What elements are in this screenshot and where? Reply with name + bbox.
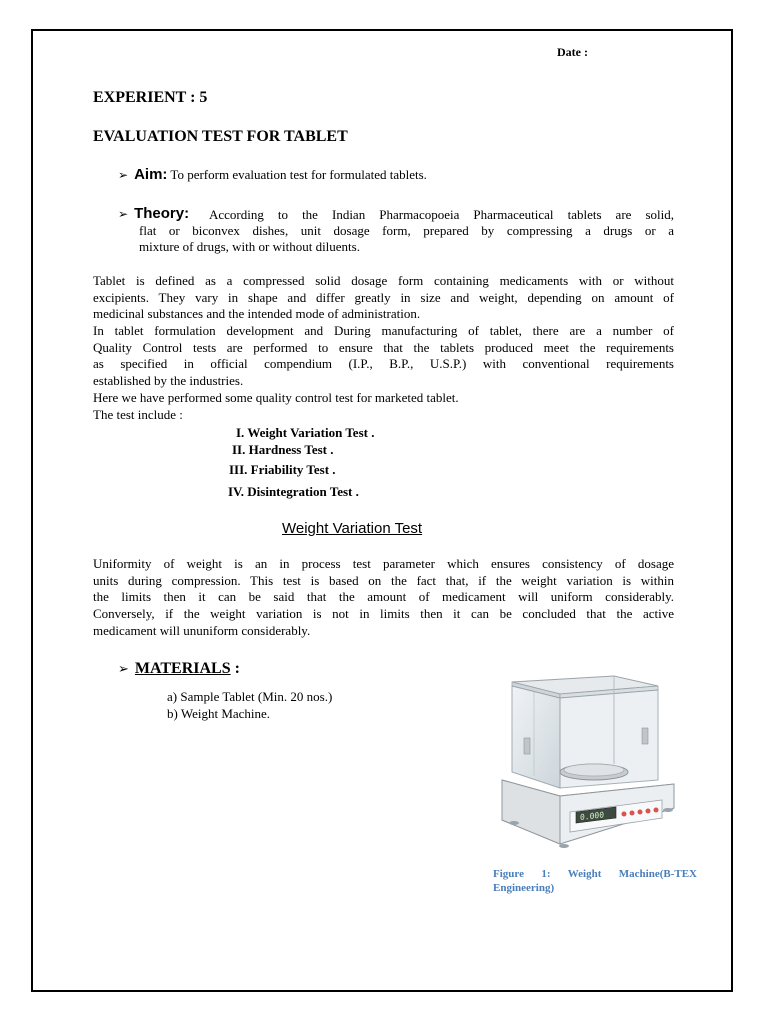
test-item-disintegration: IV. Disintegration Test . — [228, 484, 359, 499]
intro-line: Quality Control tests are performed to ensure that the tablets produced meet the requirements — [93, 339, 674, 355]
aim-section — [118, 166, 427, 183]
intro-line: as specified in official compendium (I.P., B.P., U.S.P.) with conventional requirements — [93, 356, 674, 372]
material-item-machine: b) Weight Machine. — [167, 706, 271, 721]
wv-line: medicament will ununiform considerably. — [93, 622, 311, 638]
theory-line-3: mixture of drugs, with or without diluents. — [139, 239, 360, 254]
test-item-hardness: II. Hardness Test . — [232, 442, 334, 457]
materials-label: MATERIALS — [134, 660, 231, 677]
arrow-bullet-icon: ➢ — [118, 662, 129, 677]
wv-line: Uniformity of weight is an in process test parameter which ensures consistency of dosage — [93, 556, 674, 571]
intro-line: excipients. They vary in shape and differ greatly in size and weight, depending on amount of — [93, 289, 674, 305]
theory-line-1: According to the Indian Pharmacopoeia Pharmaceutical tablets are solid, — [209, 207, 674, 222]
intro-line: established by the industries. — [93, 373, 244, 389]
weight-variation-heading: Weight Variation Test — [282, 520, 423, 537]
figure-caption — [493, 867, 697, 895]
figure-caption-line-1: Figure 1: Weight Machine(B-TEX — [493, 868, 697, 880]
aim-label: Aim: — [134, 166, 168, 183]
experiment-title: EVALUATION TEST FOR TABLET — [93, 128, 348, 145]
intro-line: Here we have performed some quality control test for marketed tablet. — [93, 389, 459, 405]
wv-line: Conversely, if the weight variation is not in limits then it can be concluded that the active — [93, 606, 674, 622]
theory-heading — [118, 205, 189, 222]
material-item-tablet: a) Sample Tablet (Min. 20 nos.) — [167, 689, 333, 704]
aim-text: To perform evaluation test for formulated tablets. — [170, 167, 427, 182]
balance-display-reading: 0.000 — [580, 810, 605, 822]
materials-colon: : — [234, 660, 240, 677]
materials-heading — [118, 660, 240, 678]
weight-machine-image — [494, 668, 686, 860]
figure-caption-line-2: Engineering) — [493, 882, 555, 894]
intro-line: Tablet is defined as a compressed solid dosage form containing medicaments with or without — [93, 273, 674, 288]
intro-line: medicinal substances and the intended mode of administration. — [93, 306, 421, 322]
theory-line-2: flat or biconvex dishes, unit dosage form, prepared by compressing a drugs or a — [139, 223, 674, 238]
weight-variation-paragraph — [93, 556, 674, 639]
arrow-bullet-icon: ➢ — [118, 168, 129, 182]
intro-line: In tablet formulation development and During manufacturing of tablet, there are a number of — [93, 323, 674, 339]
test-item-weight-variation: I. Weight Variation Test . — [236, 425, 375, 440]
intro-paragraph — [93, 273, 674, 423]
theory-label: Theory: — [134, 205, 190, 222]
date-label: Date : — [557, 45, 588, 59]
test-item-friability: III. Friability Test . — [229, 462, 336, 477]
arrow-bullet-icon: ➢ — [118, 207, 129, 221]
experiment-number: EXPERIENT : 5 — [93, 89, 208, 106]
analytical-balance-illustration — [494, 668, 686, 860]
wv-line: the limits then it can be said that the amount of medicament will uniform considerably. — [93, 589, 674, 605]
intro-line: The test include : — [93, 406, 183, 422]
wv-line: units during compression. This test is based on the fact that, if the weight variation is within — [93, 572, 674, 588]
